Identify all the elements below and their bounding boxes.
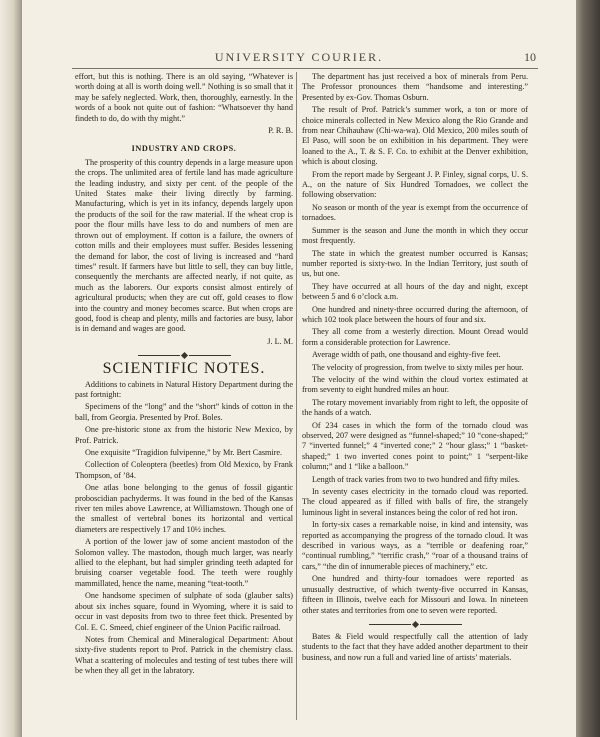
- tornado-paragraph: Average width of path, one thousand and eighty-five feet.: [312, 350, 501, 360]
- sci-paragraph: One pre-historic stone ax from the historic New Mexico, by Prof. Patrick.: [75, 425, 293, 445]
- column-divider: [296, 72, 297, 720]
- ornament-divider: [75, 350, 293, 360]
- essay-paragraph: effort, but this is nothing. There is an old saying, “Whatever is worth doing at all is worth doing well.” Nothing is so small that it may be safely neglected. Work, then, thoroughly, earnestly. In the words of a book not quite out of fashion: “Whatsoever thy hand findeth to do, do with thy might.”: [75, 72, 293, 123]
- tornado-paragraph: Summer is the season and June the month in which they occur most frequently.: [302, 225, 528, 246]
- mineral-paragraph: The result of Prof. Patrick’s summer work, a ton or more of choice minerals collected in New Mexico along the Rio Grande and from near Chihauhaw (Chi-wa-wa). Old Mexico, 200 miles south of El Paso, will soon be on exhibition in his department. They were loaned to the A., T. & S. F. Co. to exhibit at the Denver exhibition, which is about closing.: [302, 105, 528, 167]
- sci-paragraph: One atlas bone belonging to the genus of fossil gigantic proboscidian pachyderms. It was found in the bed of the Kansas river ten miles above Lawrence, at Williamstown. Though one of the smallest of vertebral bones its horizontal and vertical diameters are respectively 17 and 10½ inches.: [75, 483, 293, 534]
- sci-paragraph: Additions to cabinets in Natural History Department during the past fortnight:: [75, 379, 293, 399]
- ornament-divider: [302, 619, 528, 629]
- industry-signature: J. L. M.: [267, 336, 293, 346]
- tornado-paragraph: One hundred and ninety-three occurred during the afternoon, of which 102 took place between the hours of four and six.: [302, 304, 528, 324]
- tornado-paragraph: They all come from a westerly direction. Mount Oread would form a considerable protection for Lawrence.: [302, 327, 528, 347]
- tornado-paragraph: Of 234 cases in which the form of the tornado cloud was observed, 207 were designed as “funnel-shaped;” 10 “cone-shaped;” 7 “inverted funnel;” 4 “inverted cone;” 2 “hour glass;” 1 “basket-shaped;” 1 two inverted cones point to point;” 1 “serpent-like column;” and 1 “like a balloon.”: [302, 420, 528, 472]
- running-head: UNIVERSITY COURIER.: [214, 50, 384, 64]
- tornado-paragraph: The rotary movement invariably from right to left, the opposite of the hands of a watch.: [302, 397, 528, 418]
- left-column: [75, 72, 293, 679]
- header-rule: [72, 68, 538, 69]
- tornado-paragraph: Length of track varies from two to two hundred and fifty miles.: [312, 474, 520, 484]
- book-binding-left: [0, 0, 22, 737]
- tornado-paragraph: The velocity of progression, from twelve to sixty miles per hour.: [312, 362, 524, 372]
- tornado-paragraph: The velocity of the wind within the cloud vortex estimated at from seventy to eight hundred miles an hour.: [302, 374, 528, 395]
- sci-paragraph: Specimens of the “long” and the “short” kinds of cotton in the ball, from Georgia. Presented by Prof. Boles.: [75, 402, 293, 422]
- tornado-paragraph: One hundred and thirty-four tornadoes were reported as unusually destructive, of which twenty-five occurred in Kansas, fifteen in Illinois, twelve each for Missouri and Iowa. In nineteen other states and territories from one to seven were reported.: [302, 574, 528, 615]
- tornado-paragraph: They have occurred at all hours of the day and night, except between 5 and 6 o’clock a.m.: [302, 281, 528, 302]
- tornado-paragraph: From the report made by Sergeant J. P. Finley, signal corps, U. S. A., on the nature of Six Hundred Tornadoes, we collect the following observation:: [302, 169, 528, 200]
- essay-signature: P. R. B.: [268, 126, 293, 136]
- tornado-paragraph: No season or month of the year is exempt from the occurrence of tornadoes.: [302, 202, 528, 223]
- sci-paragraph: A portion of the lower jaw of some ancient mastodon of the Solomon valley. The mastodon, though much larger, was nearly allied to the elephant, but had simpler grinding teeth adapted for bruising coarser vegetable food. The teeth were roughly mammillated, hence the name, meaning “teat-tooth.”: [75, 537, 293, 588]
- page-number: 10: [524, 50, 536, 64]
- industry-heading: INDUSTRY AND CROPS.: [131, 144, 237, 154]
- sci-paragraph: One handsome specimen of sulphate of soda (glauber salts) about six inches square, found in Wyoming, where it is said to occur in vast deposits from two to three feet thick. Presented by Col. E. C. Smeed, chief engineer of the Union Pacific railroad.: [75, 591, 293, 632]
- right-column: [302, 72, 528, 665]
- newspaper-page: [22, 0, 576, 737]
- page-header: [22, 50, 576, 66]
- mineral-paragraph: The department has just received a box of minerals from Peru. The Professor pronounces them “handsome and interesting.” Presented by ex-Gov. Thomas Osburn.: [302, 72, 528, 102]
- tornado-paragraph: In seventy cases electricity in the tornado cloud was reported. The cloud appeared as if filled with balls of fire, the strangely luminous light in several instances being the color of red hot iron.: [302, 487, 528, 517]
- advertisement-paragraph: Bates & Field would respectfully call the attention of lady students to the fact that they have added another department to their business, and now run a full and varied line of artists’ materials.: [302, 631, 528, 662]
- book-binding-right: [572, 0, 600, 737]
- scientific-notes-heading: SCIENTIFIC NOTES.: [102, 360, 266, 378]
- industry-paragraph: The prosperity of this country depends in a large measure upon the crops. The unlimited area of fertile land has made agriculture the leading industry, and sixty per cent. of the people of the United States make their living directly by farming. Manufacturing, which is yet in its infancy, depends largely upon the products of the soil for the raw material. If the wheat crop is poor the flour mills have less to do and numbers of men are thrown out of employment. If cotton is a failure, the owners of cotton mills and their employees must suffer. Besides lessening the demand for labor, the cost of living is increased and “hard times” result. If farmers have but little to sell, they can buy little, consequently the merchants are affected nearly, if not quite, as much as the laborers. Our exports consist almost entirely of agricultural products; when they are cut off, gold ceases to flow into the country and money becomes scarce. But when crops are good, food is cheap and plenty, mills and factories are busy, labor is in demand and wages are good.: [75, 157, 293, 334]
- sci-paragraph: One exquisite “Tragidion fulvipenne,” by Mr. Bert Casmire.: [85, 448, 283, 457]
- tornado-paragraph: The state in which the greatest number occurred is Kansas; number reported is sixty-two. In the Indian Territory, just south of us, but one.: [302, 248, 528, 279]
- sci-paragraph: Notes from Chemical and Mineralogical Department: About sixty-five students report to Prof. Patrick in the chemistry class. What a scattering of molecules and testing of test tubes there will be when they all get in the labratory.: [75, 634, 293, 676]
- sci-paragraph: Collection of Coleoptera (beetles) from Old Mexico, by Frank Thompson, of ’84.: [75, 460, 293, 480]
- tornado-paragraph: In forty-six cases a remarkable noise, in kind and intensity, was reported as accompanying the progress of the tornado cloud. It was described in various ways, as a “terrible or deafening roar,” “continual rumbling,” “terrific crash,” “roar of a thousand trains of cars,” “the din of innumerable pieces of machinery,” etc.: [302, 520, 528, 571]
